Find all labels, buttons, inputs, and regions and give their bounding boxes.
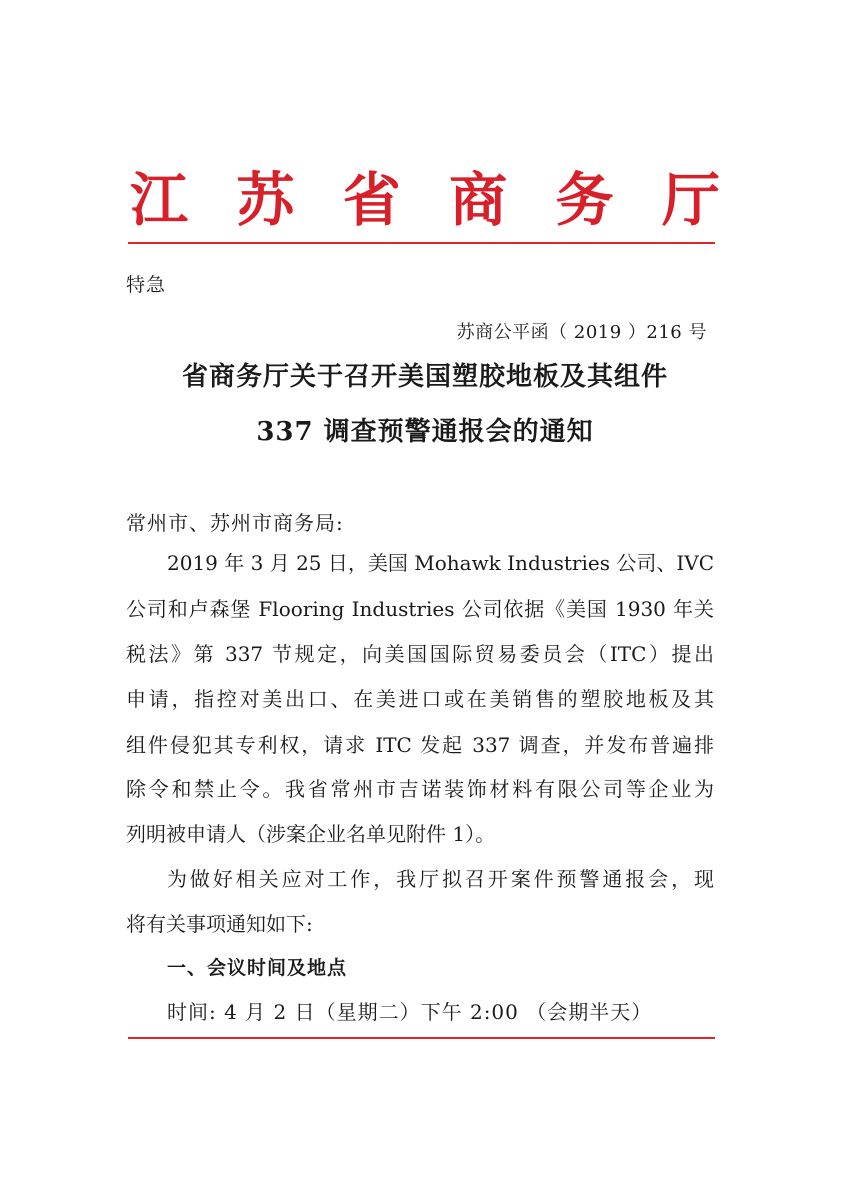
- paragraph-line: 将有关事项通知如下:: [126, 912, 313, 936]
- urgency-label: 特急: [126, 274, 167, 296]
- issuer-char: 务: [555, 166, 614, 234]
- paragraph-line: 2019 年 3 月 25 日，美国 Mohawk Industries 公司、IVC: [167, 551, 714, 575]
- paragraph-line: 税法》第 337 节规定，向美国国际贸易委员会（ITC）提出: [126, 642, 714, 666]
- meeting-time-line: 时间: 4 月 2 日（星期二）下午 2:00 （会期半天）: [167, 1000, 653, 1024]
- recipient-line: 常州市、苏州市商务局:: [126, 511, 344, 535]
- issuer-header: [130, 162, 720, 238]
- footer-red-rule: [128, 1037, 715, 1039]
- paragraph-line: 组件侵犯其专利权，请求 ITC 发起 337 调查，并发布普遍排: [126, 733, 714, 757]
- paragraph-line: 申请，指控对美出口、在美进口或在美销售的塑胶地板及其: [126, 687, 714, 711]
- paragraph-line: 列明被申请人（涉案企业名单见附件 1）。: [126, 822, 496, 846]
- paragraph-line: 公司和卢森堡 Flooring Industries 公司依据《美国 1930 年关: [126, 597, 714, 621]
- document-number: 苏商公平函（ 2019 ）216 号: [456, 322, 707, 343]
- issuer-char: 江: [130, 166, 189, 234]
- paragraph-line: 除令和禁止令。我省常州市吉诺装饰材料有限公司等企业为: [126, 777, 714, 801]
- issuer-char: 厅: [661, 166, 720, 234]
- issuer-char: 省: [342, 166, 401, 234]
- issuer-char: 苏: [236, 166, 295, 234]
- paragraph-line: 为做好相关应对工作，我厅拟召开案件预警通报会，现: [167, 867, 714, 891]
- header-red-rule: [128, 242, 715, 244]
- document-title-line: 337 调查预警通报会的通知: [256, 417, 594, 447]
- issuer-char: 商: [449, 166, 508, 234]
- section-heading: 一、会议时间及地点: [167, 957, 348, 979]
- document-title-line: 省商务厅关于召开美国塑胶地板及其组件: [181, 362, 668, 392]
